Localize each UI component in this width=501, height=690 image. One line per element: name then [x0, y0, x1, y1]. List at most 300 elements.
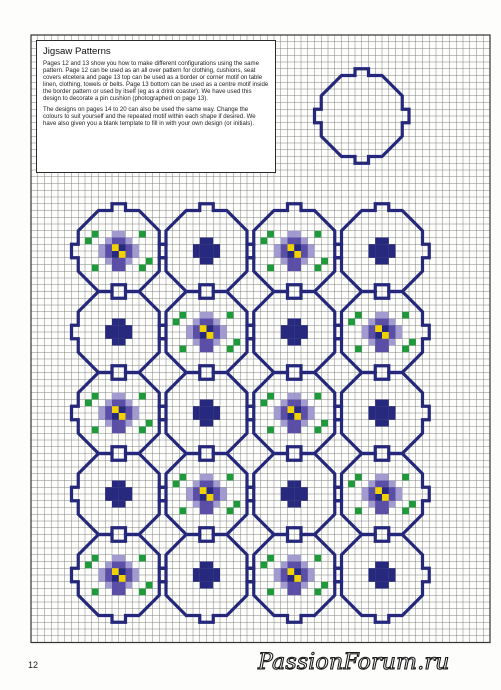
leaf — [348, 481, 355, 488]
flower-centre — [119, 413, 126, 420]
petal-light — [294, 231, 301, 238]
petal-light — [294, 393, 301, 400]
petal-light — [99, 251, 106, 258]
petal-dark — [200, 319, 207, 326]
navy-square — [193, 568, 200, 575]
petal-dark — [301, 244, 308, 251]
flower-eye — [288, 575, 295, 582]
petal-dark — [119, 258, 126, 265]
navy-square — [375, 420, 382, 427]
leaf — [409, 339, 416, 346]
leaf — [267, 589, 274, 596]
leaf — [261, 238, 268, 245]
flower-centre — [375, 325, 382, 332]
petal-light — [369, 319, 376, 326]
petal-light — [186, 487, 193, 494]
petal-dark — [382, 339, 389, 346]
flower-centre — [200, 325, 207, 332]
petal-dark — [105, 575, 112, 582]
navy-square — [119, 494, 126, 501]
petal-light — [308, 406, 315, 413]
petal-light — [396, 487, 403, 494]
flower-centre — [294, 575, 301, 582]
petal-light — [288, 393, 295, 400]
navy-block — [105, 319, 132, 346]
navy-square — [288, 487, 295, 494]
navy-square — [207, 406, 214, 413]
navy-square — [382, 251, 389, 258]
petal-dark — [369, 332, 376, 339]
petal-light — [99, 406, 106, 413]
flower-eye — [112, 575, 119, 582]
petal-light — [126, 258, 133, 265]
flower-eye — [382, 325, 389, 332]
petal-light — [186, 325, 193, 332]
leaf — [180, 312, 187, 319]
navy-square — [301, 487, 308, 494]
leaf — [227, 312, 234, 319]
petal-light — [274, 575, 281, 582]
petal-light — [281, 258, 288, 265]
petal-dark — [281, 251, 288, 258]
navy-square — [126, 332, 133, 339]
leaf — [321, 582, 328, 589]
leaf — [173, 319, 180, 326]
petal-dark — [369, 325, 376, 332]
petal-light — [126, 582, 133, 589]
navy-square — [382, 575, 389, 582]
petal-light — [119, 555, 126, 562]
petal-dark — [119, 265, 126, 272]
petal-light — [220, 494, 227, 501]
navy-square — [119, 481, 126, 488]
petal-dark — [288, 562, 295, 569]
flower-eye — [288, 413, 295, 420]
petal-light — [396, 325, 403, 332]
intro-paragraph-2: The designs on pages 14 to 20 can also be used the same way. Change the colours to suit yourself and the repeated motif within each shape if desired. We have also given you a blank template to fill in with your own design (or initials). — [43, 105, 256, 127]
petal-dark — [389, 325, 396, 332]
flower-centre — [112, 406, 119, 413]
petal-light — [281, 420, 288, 427]
petal-dark — [281, 406, 288, 413]
navy-square — [213, 575, 220, 582]
leaf — [402, 508, 409, 515]
navy-square — [382, 258, 389, 265]
petal-light — [213, 481, 220, 488]
navy-square — [382, 562, 389, 569]
navy-square — [382, 400, 389, 407]
leaf — [139, 393, 146, 400]
flower-centre — [200, 487, 207, 494]
petal-dark — [213, 325, 220, 332]
leaf — [315, 589, 322, 596]
petal-light — [105, 258, 112, 265]
navy-block — [369, 562, 396, 589]
petal-dark — [213, 332, 220, 339]
petal-light — [193, 501, 200, 508]
leaf — [180, 346, 187, 353]
petal-dark — [301, 251, 308, 258]
leaf — [92, 427, 99, 434]
flower-centre — [119, 575, 126, 582]
petal-light — [105, 420, 112, 427]
navy-square — [200, 413, 207, 420]
navy-square — [207, 258, 214, 265]
leaf — [355, 474, 362, 481]
petal-dark — [200, 508, 207, 515]
petal-light — [389, 481, 396, 488]
navy-square — [288, 325, 295, 332]
flower-eye — [294, 568, 301, 575]
leaf — [267, 555, 274, 562]
petal-light — [274, 413, 281, 420]
petal-dark — [112, 562, 119, 569]
navy-square — [200, 575, 207, 582]
navy-square — [193, 251, 200, 258]
leaf — [92, 589, 99, 596]
navy-square — [288, 339, 295, 346]
petal-dark — [294, 238, 301, 245]
flower-centre — [119, 251, 126, 258]
petal-light — [375, 474, 382, 481]
flower-eye — [288, 251, 295, 258]
petal-light — [119, 393, 126, 400]
petal-light — [308, 244, 315, 251]
petal-dark — [288, 427, 295, 434]
leaf — [267, 265, 274, 272]
navy-square — [375, 582, 382, 589]
petal-light — [105, 562, 112, 569]
petal-dark — [389, 487, 396, 494]
petal-light — [99, 575, 106, 582]
petal-dark — [126, 568, 133, 575]
petal-dark — [301, 568, 308, 575]
navy-square — [200, 406, 207, 413]
navy-square — [288, 319, 295, 326]
petal-dark — [126, 575, 133, 582]
page-number: 12 — [28, 660, 39, 670]
petal-light — [301, 420, 308, 427]
petal-light — [274, 244, 281, 251]
petal-light — [369, 339, 376, 346]
flower-centre — [288, 244, 295, 251]
navy-square — [281, 494, 288, 501]
navy-square — [382, 582, 389, 589]
petal-dark — [294, 582, 301, 589]
navy-square — [294, 332, 301, 339]
petal-dark — [375, 346, 382, 353]
petal-light — [389, 339, 396, 346]
navy-square — [105, 494, 112, 501]
leaf — [173, 481, 180, 488]
navy-square — [382, 406, 389, 413]
petal-light — [382, 312, 389, 319]
petal-dark — [288, 258, 295, 265]
petal-dark — [200, 501, 207, 508]
petal-dark — [112, 265, 119, 272]
petal-dark — [281, 575, 288, 582]
petal-light — [186, 332, 193, 339]
petal-light — [112, 555, 119, 562]
navy-square — [281, 487, 288, 494]
leaf — [146, 582, 153, 589]
leaf — [355, 312, 362, 319]
petal-light — [105, 238, 112, 245]
petal-light — [274, 251, 281, 258]
navy-block — [193, 400, 220, 427]
leaf — [139, 265, 146, 272]
leaf — [85, 400, 92, 407]
navy-square — [207, 575, 214, 582]
petal-light — [220, 332, 227, 339]
petal-dark — [105, 406, 112, 413]
navy-square — [126, 494, 133, 501]
petal-light — [99, 568, 106, 575]
navy-square — [294, 325, 301, 332]
navy-square — [193, 244, 200, 251]
petal-dark — [382, 346, 389, 353]
flower-centre — [288, 568, 295, 575]
flower-eye — [375, 332, 382, 339]
navy-square — [375, 413, 382, 420]
navy-square — [207, 244, 214, 251]
petal-dark — [294, 589, 301, 596]
flower-eye — [119, 568, 126, 575]
petal-dark — [281, 413, 288, 420]
petal-light — [132, 568, 139, 575]
navy-square — [294, 339, 301, 346]
navy-square — [105, 487, 112, 494]
petal-light — [126, 562, 133, 569]
petal-dark — [382, 319, 389, 326]
petal-light — [396, 494, 403, 501]
navy-square — [389, 568, 396, 575]
navy-square — [294, 487, 301, 494]
petal-dark — [375, 508, 382, 515]
navy-square — [112, 487, 119, 494]
petal-light — [132, 406, 139, 413]
flower-eye — [119, 406, 126, 413]
petal-light — [362, 332, 369, 339]
petal-light — [132, 413, 139, 420]
petal-light — [119, 231, 126, 238]
navy-square — [119, 339, 126, 346]
navy-square — [200, 258, 207, 265]
petal-light — [105, 400, 112, 407]
petal-light — [274, 568, 281, 575]
leaf — [267, 393, 274, 400]
leaf — [85, 238, 92, 245]
leaf — [267, 231, 274, 238]
navy-square — [375, 244, 382, 251]
petal-light — [126, 400, 133, 407]
leaf — [139, 231, 146, 238]
navy-square — [389, 413, 396, 420]
navy-square — [375, 562, 382, 569]
petal-dark — [126, 251, 133, 258]
navy-square — [112, 319, 119, 326]
petal-light — [389, 501, 396, 508]
flower-centre — [294, 251, 301, 258]
navy-square — [112, 325, 119, 332]
petal-dark — [375, 501, 382, 508]
petal-dark — [126, 406, 133, 413]
navy-square — [389, 575, 396, 582]
leaf — [92, 555, 99, 562]
navy-block — [369, 400, 396, 427]
petal-light — [389, 319, 396, 326]
petal-light — [213, 339, 220, 346]
leaf — [402, 312, 409, 319]
petal-dark — [207, 481, 214, 488]
page-title: Jigsaw Patterns — [43, 46, 111, 57]
petal-dark — [375, 339, 382, 346]
petal-light — [308, 575, 315, 582]
navy-square — [301, 494, 308, 501]
navy-square — [382, 420, 389, 427]
leaf — [146, 420, 153, 427]
petal-dark — [112, 258, 119, 265]
navy-square — [200, 582, 207, 589]
petal-dark — [119, 589, 126, 596]
leaf — [315, 427, 322, 434]
navy-square — [207, 568, 214, 575]
leaf — [180, 508, 187, 515]
navy-square — [207, 251, 214, 258]
petal-dark — [193, 332, 200, 339]
leaf — [146, 258, 153, 265]
petal-light — [362, 494, 369, 501]
navy-square — [193, 406, 200, 413]
petal-dark — [105, 568, 112, 575]
flower-eye — [200, 494, 207, 501]
navy-square — [375, 575, 382, 582]
navy-square — [288, 501, 295, 508]
navy-square — [200, 400, 207, 407]
petal-light — [274, 406, 281, 413]
navy-square — [389, 406, 396, 413]
petal-light — [132, 251, 139, 258]
leaf — [227, 508, 234, 515]
flower-eye — [207, 325, 214, 332]
petal-light — [301, 238, 308, 245]
petal-light — [308, 568, 315, 575]
navy-square — [112, 332, 119, 339]
petal-light — [281, 562, 288, 569]
navy-square — [200, 568, 207, 575]
watermark-logo: PassionForum.ru — [258, 650, 450, 675]
petal-dark — [105, 251, 112, 258]
navy-square — [105, 332, 112, 339]
petal-light — [186, 494, 193, 501]
petal-dark — [112, 427, 119, 434]
navy-square — [200, 244, 207, 251]
petal-light — [132, 575, 139, 582]
petal-dark — [288, 420, 295, 427]
navy-square — [119, 319, 126, 326]
leaf — [139, 555, 146, 562]
leaf — [267, 427, 274, 434]
navy-square — [301, 325, 308, 332]
petal-dark — [294, 400, 301, 407]
petal-light — [213, 319, 220, 326]
leaf — [261, 400, 268, 407]
navy-block — [105, 481, 132, 508]
navy-square — [119, 501, 126, 508]
leaf — [139, 589, 146, 596]
navy-square — [294, 494, 301, 501]
petal-light — [220, 325, 227, 332]
navy-square — [375, 258, 382, 265]
navy-square — [375, 406, 382, 413]
petal-light — [132, 244, 139, 251]
petal-light — [193, 339, 200, 346]
navy-block — [193, 562, 220, 589]
petal-dark — [119, 238, 126, 245]
flower-eye — [382, 487, 389, 494]
navy-square — [112, 339, 119, 346]
navy-square — [375, 400, 382, 407]
petal-dark — [294, 420, 301, 427]
flower-centre — [375, 487, 382, 494]
navy-square — [213, 406, 220, 413]
petal-light — [369, 501, 376, 508]
petal-dark — [112, 400, 119, 407]
petal-light — [220, 487, 227, 494]
navy-square — [288, 494, 295, 501]
petal-dark — [301, 413, 308, 420]
navy-square — [193, 575, 200, 582]
petal-light — [126, 238, 133, 245]
flower-centre — [207, 494, 214, 501]
petal-dark — [112, 582, 119, 589]
navy-square — [389, 251, 396, 258]
navy-square — [200, 238, 207, 245]
petal-light — [375, 312, 382, 319]
leaf — [409, 501, 416, 508]
petal-light — [288, 555, 295, 562]
flower-eye — [119, 244, 126, 251]
navy-square — [375, 568, 382, 575]
petal-dark — [112, 420, 119, 427]
petal-dark — [119, 400, 126, 407]
petal-dark — [213, 494, 220, 501]
navy-square — [288, 332, 295, 339]
petal-dark — [207, 339, 214, 346]
petal-dark — [193, 487, 200, 494]
leaf — [261, 562, 268, 569]
petal-dark — [382, 501, 389, 508]
navy-square — [281, 332, 288, 339]
flower-eye — [294, 406, 301, 413]
petal-light — [362, 487, 369, 494]
navy-square — [294, 319, 301, 326]
petal-dark — [200, 346, 207, 353]
navy-block — [193, 238, 220, 265]
petal-light — [369, 481, 376, 488]
flower-eye — [112, 251, 119, 258]
navy-square — [369, 244, 376, 251]
petal-dark — [200, 481, 207, 488]
navy-square — [369, 568, 376, 575]
petal-dark — [288, 582, 295, 589]
flower-eye — [375, 494, 382, 501]
navy-square — [193, 413, 200, 420]
petal-dark — [294, 427, 301, 434]
navy-square — [369, 413, 376, 420]
petal-dark — [369, 487, 376, 494]
navy-square — [126, 487, 133, 494]
